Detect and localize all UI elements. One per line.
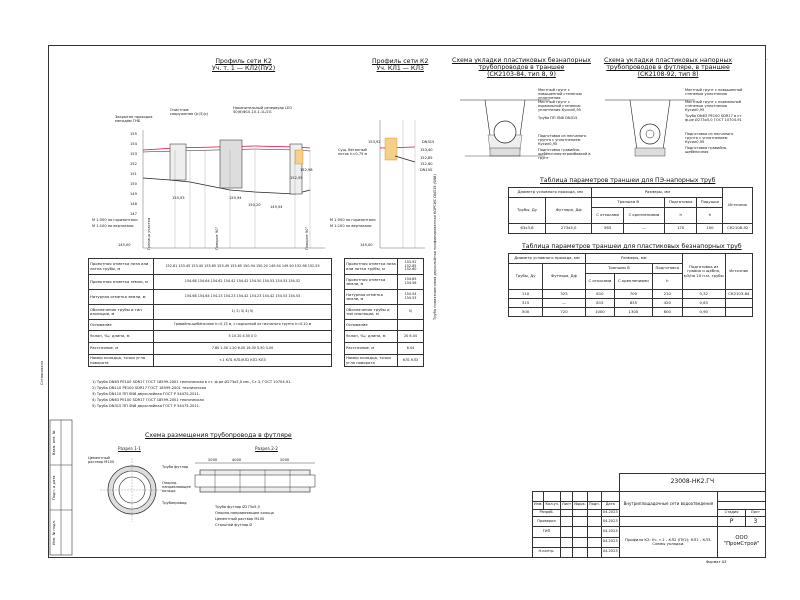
p1-mark-1: 150,93 xyxy=(172,196,185,200)
t1-cell: 63х3,8 xyxy=(509,224,546,234)
format-label: Формат А3 xyxy=(706,560,727,564)
p1-scale-v: М 1:100 по вертикали xyxy=(92,224,134,228)
profile-row-values-2 xyxy=(398,320,424,331)
sleeve-cut2: Разрез 2-2 xyxy=(255,446,278,451)
profile-row-values-2: 154.65 154.56 xyxy=(398,275,424,290)
p1-elev-153: 153 xyxy=(130,152,137,156)
note-2: 2) Труба DN110 PE100 SDR17 ГОСТ 18599-2001 техническая xyxy=(92,386,206,390)
profile-row-values-1: 7.60 1.00 1.20 6.00 16.30 5.50 3.00 xyxy=(154,343,332,355)
profile2-row-label: Обозначение трубы и тип изоляции, м xyxy=(345,305,398,320)
scheme2-label-4: Подготовка из песчаного грунта с уплотнением Кусил0,95 xyxy=(685,132,734,145)
p2-label-1: DN315 xyxy=(422,140,435,144)
profile-row xyxy=(89,305,424,320)
sleeve-cut1: Разрез 1-1 xyxy=(118,446,141,451)
project-name: Внутриплощадочные сети водоотведения xyxy=(619,491,717,516)
profile-row-values-1: 152.81 153.45 153.40 153.65 153.49 153.65 150.94 150.20 149.54 149.50 152.98 152.55 xyxy=(154,259,332,275)
scheme1-label-2: Местный грунт с нормальной степенью уплотнения Кусил0,95 xyxy=(538,100,581,113)
profile2-row-label: Уклон, ‰; длина, м xyxy=(345,331,398,343)
stamp-h-izm: Изм. xyxy=(533,501,544,509)
p2-mark-3: 152,85 xyxy=(420,156,433,160)
profile-row xyxy=(89,290,424,305)
scheme1-title-l2: трубопроводов в траншее xyxy=(478,64,565,72)
sleeve-l1-1: Цементный раствор М100 xyxy=(88,456,115,465)
profile1-callout-3: Накопительный резервуар LEO 50(6)Ф10-10-1.1L/2G xyxy=(233,106,293,115)
profile-row-label: Натурная отметка земли, м xyxy=(89,290,154,305)
p1-mark-6: 152,98 xyxy=(300,168,313,172)
stamp-h-kol: Кол.уч. xyxy=(544,501,561,509)
stamp-role-2: Проверил xyxy=(533,517,561,527)
table1 xyxy=(508,187,753,234)
sleeve-l1-3: Опорно-направляющее кольцо xyxy=(162,481,191,494)
t2-h-trench: Траншеи В xyxy=(585,264,652,274)
note-3: 3) Труба DN110 ПП SN8 двухслойная ГОСТ Р 54475-2011. xyxy=(92,392,201,396)
p2-label-2: DN150 xyxy=(420,168,433,172)
profile-gap xyxy=(332,343,345,355)
scheme2-title xyxy=(604,57,732,78)
sleeve-section-1 xyxy=(100,458,170,528)
p1-elev-155: 155 xyxy=(130,132,137,136)
t2-cell: 0,90 xyxy=(682,308,725,317)
p1-scale-h: М 1:500 по горизонтали xyxy=(92,218,138,222)
profile2-title xyxy=(372,58,428,72)
profile-gap xyxy=(332,320,345,331)
stamp-h-doc: №док. xyxy=(573,501,588,509)
title-block xyxy=(532,473,766,558)
p1-rot-2: Поворот 90° xyxy=(215,226,219,250)
profile-row-label: Уклон, ‰; длина, м xyxy=(89,331,154,343)
note-5: 5) Труба DN315 ПП SN8 двухслойная ГОСТ Р 54475-2011. xyxy=(92,404,201,408)
t2-cell: 500 xyxy=(509,308,543,317)
profile-row-values-2: 154.54 154.53 xyxy=(398,290,424,305)
stamp-h-date: Дата xyxy=(601,501,619,509)
scheme2-title-l2: трубопроводов в футляре, в траншее xyxy=(606,64,730,72)
t2-cell: 325 xyxy=(543,290,586,299)
profile-gap xyxy=(332,305,345,320)
t1-h-src: Источник xyxy=(723,188,753,224)
profile-row-values-1: 1) 2) 3) 4) 5) xyxy=(154,305,332,320)
t2-cell: 600 xyxy=(652,308,682,317)
profile-row-values-1: т.1 КЛ1 КЛ1/КЛ2 КЛ2 КЛ3 xyxy=(154,355,332,367)
doc-code: 23008-НК2.ГЧ xyxy=(619,474,765,492)
profile-row xyxy=(89,275,424,290)
scheme2-label-2: Местный грунт с нормальной степенью уплотнения Кусил0,95 xyxy=(685,100,742,113)
t2-h-slopes: С откосами xyxy=(585,274,614,290)
t1-h-pillow: Подушки xyxy=(697,198,723,208)
p2-callout: Сущ. бетонный лоток h=0.75 м xyxy=(338,148,368,157)
p2-scale-h: М 1:500 по горизонтали xyxy=(330,218,376,222)
table2-row xyxy=(509,290,753,299)
t2-cell: СК2103-84 xyxy=(725,290,752,299)
scheme2-title-l1: Схема укладки пластиковых напорных xyxy=(604,57,733,64)
profile-gap xyxy=(332,290,345,305)
profile-table xyxy=(88,258,424,367)
profile1-graph xyxy=(135,130,325,258)
scheme1-title-l1: Схема укладки пластиковых безнапорных xyxy=(452,57,591,64)
t2-cell xyxy=(725,299,752,308)
p1-rot-3: Поворот 90° xyxy=(305,226,309,250)
sleeve-l2-4: Стальной футляр Ø xyxy=(215,523,253,527)
profile-row-values-1: 154.68 154.64 154.62 154.42 154.42 154.50 154.53 154.53 154.52 xyxy=(154,275,332,290)
t2-h-src: Источник xyxy=(725,254,752,290)
p1-elev-147: 147 xyxy=(130,212,137,216)
profile-row-label: Обозначение трубы и тип изоляции, м xyxy=(89,305,154,320)
profile2-graph xyxy=(375,120,425,260)
sheet-title: Профиля К2: Уч. т.1 - КЛ2 (ПУ2); КЛ1 - КЛ3. Схемы укладки. xyxy=(619,527,717,558)
profile-gap xyxy=(332,331,345,343)
profile2-row-label: Проектная отметка земли, м xyxy=(345,275,398,290)
t1-cell: 170 xyxy=(665,224,697,234)
stamp-role-4 xyxy=(533,537,561,547)
t2-h-diam: Диаметр условного прохода, мм xyxy=(509,254,586,264)
t1-h-trench: Траншеи В xyxy=(592,198,665,208)
profile-row-values-1: Гравийно-щебёночное h=0,15 м, с подсыпкой из песчаного грунта h=0,10 м xyxy=(154,320,332,331)
profile2-row-label: Номер колодца, точки угла поворота xyxy=(345,355,398,367)
scheme1-label-1: Местный грунт с повышенной степенью уплотнения xyxy=(538,88,582,101)
note-1: 1) Труба DN63 PE100 SDR17 ГОСТ 18599-2001 техническая в ст. ф-ре Ø273х5,0 мм., Ст.3, ГОСТ 10704-91. xyxy=(92,380,292,384)
stamp-date-2: 04.2023 xyxy=(601,517,619,527)
table2-row xyxy=(509,308,753,317)
stamp-date-5: 04.2023 xyxy=(601,547,619,557)
profile-row xyxy=(89,355,424,367)
p1-mark-5: 152,55 xyxy=(290,176,303,180)
p2-mark-2: 153,40 xyxy=(420,148,433,152)
sleeve-l2-3: Цементный раствор М100 xyxy=(215,517,265,521)
t2-cell: 1300 xyxy=(614,308,652,317)
stamp-stage: Р xyxy=(718,517,746,527)
profile-row-label: Проектная отметка земли, м xyxy=(89,275,154,290)
agreed-label: Согласовано xyxy=(40,360,44,385)
t2-cell: 315 xyxy=(509,299,543,308)
sleeve-dim-2: 2000 xyxy=(208,458,218,462)
t1-h-pipe: Трубы, Ду xyxy=(509,198,546,224)
t1-h-fix: С креплениями xyxy=(623,208,664,224)
side-label-1: Взам. инв. № xyxy=(52,430,56,455)
t2-cell: 420 xyxy=(652,299,682,308)
scheme1-drawing xyxy=(460,90,550,170)
table1-title: Таблица параметров траншеи для ПЭ-напорных труб xyxy=(540,177,716,184)
sleeve-title: Схема размещения трубопровода в футляре xyxy=(145,432,292,439)
t1-h-case: Футляра, Дф xyxy=(545,198,591,224)
t1-cell: 273х5,0 xyxy=(545,224,591,234)
t2-h-gravel: Подготовка из гравия и щебня, м3/на 10 п.м. трубы xyxy=(682,254,725,290)
side-label-3: Инв. № подл. xyxy=(52,520,56,545)
t1-cell: СК2108-92 xyxy=(723,224,753,234)
t1-cell: 565 xyxy=(592,224,623,234)
scheme2-title-l3: (СК2108-92, тип 8) xyxy=(637,71,699,79)
profile-gap xyxy=(332,275,345,290)
p2-vertical-note: Труба полиэтиленовая двухслойная профилированная КОРСИС DN315 (SN8) xyxy=(433,174,437,320)
profile-row-values-2: КЛ1 КЛ3 xyxy=(398,355,424,367)
stamp-date-3: 04.2023 xyxy=(601,527,619,537)
t1-cell: — xyxy=(623,224,664,234)
stamp-role-5: Н.контр. xyxy=(533,547,561,557)
p1-mark-2: 150,94 xyxy=(229,196,242,200)
stamp-h-sign: Подп. xyxy=(587,501,601,509)
sleeve-dim-3: 2000 xyxy=(280,458,290,462)
p1-mark-3: 150,20 xyxy=(248,203,261,207)
scheme1-title xyxy=(452,57,591,78)
t1-h-slopes: С откосами xyxy=(592,208,623,224)
scheme2-label-3: Труба DN63 PE100 SDR17 в ст. ф-ре Ø273х5,0 ГОСТ 10704-91 xyxy=(685,114,743,123)
p1-elev-149: 149 xyxy=(130,192,137,196)
t1-h-sizes: Размеры, мм xyxy=(592,188,723,198)
t2-cell: 720 xyxy=(543,308,586,317)
profile-row xyxy=(89,259,424,275)
t2-cell: 110 xyxy=(509,290,543,299)
stamp-sheet-h: Лист xyxy=(745,509,765,517)
sleeve-l2-2: Опорно-направляющее кольцо xyxy=(215,511,274,515)
t1-h-dash1: h xyxy=(665,208,697,224)
sleeve-l1-2: Труба футляр xyxy=(162,465,189,469)
t2-h-sizes: Размеры, мм xyxy=(585,254,682,264)
scheme2-label-1: Местный грунт с повышенной степенью уплотнения xyxy=(685,88,743,97)
t2-cell: 815 xyxy=(585,299,614,308)
profile1-callout-2: Очистные сооружения Qr(3)(с) xyxy=(170,108,209,117)
profile-row-values-2: 153.92 152.85 152.60 xyxy=(398,259,424,275)
profile1-title xyxy=(212,58,275,72)
scheme1-title-l3: (СК2103-84, тип 8, 9) xyxy=(487,71,556,79)
profile2-row-label: Проектная отметка низа или лотка трубы, м xyxy=(345,259,398,275)
profile2-title-text: Профиль сети К2 xyxy=(372,58,429,65)
profile2-subtitle: Уч. КЛ1 — КЛ3 xyxy=(376,65,424,73)
p1-elev-148: 148 xyxy=(130,202,137,206)
corner-mark: - xyxy=(767,57,769,61)
t1-h-diam: Диаметр условного прохода, мм xyxy=(509,188,592,198)
stamp-sheet: 3 xyxy=(745,517,765,527)
p2-datum: 145,00 xyxy=(360,243,373,247)
company-name: ООО "ПромСтрой" xyxy=(718,527,766,558)
p1-elev-151: 151 xyxy=(130,172,137,176)
t2-cell: 835 xyxy=(614,299,652,308)
profile2-row-label: Расстояние, м xyxy=(345,343,398,355)
p1-mark-4: 149,54 xyxy=(270,205,283,209)
profile-row-label: Основание xyxy=(89,320,154,331)
t2-cell: 210 xyxy=(652,290,682,299)
table2 xyxy=(508,253,753,317)
scheme1-label-5: Подготовка гравийно-щебёночная втрамбовкой в грунт xyxy=(538,148,591,161)
sleeve-l2-1: Труба футляр Ø273х5,0 xyxy=(215,505,260,509)
side-label-2: Подп. и дата xyxy=(52,475,56,500)
profile-row-values-2: 6.04 xyxy=(398,343,424,355)
stamp-role-3: ГИП xyxy=(533,527,561,537)
t2-cell: 0,32 xyxy=(682,290,725,299)
t1-cell: 150 xyxy=(697,224,723,234)
scheme1-label-4: Подготовка из песчаного грунта с уплотнением Кусил0,95 xyxy=(538,134,587,147)
stamp-stage-h: Стадия xyxy=(718,509,746,517)
table2-row xyxy=(509,299,753,308)
stamp-date-1: 04.2023 xyxy=(601,509,619,517)
t2-cell: 610 xyxy=(585,290,614,299)
t2-h-prep: Подготовка xyxy=(652,264,682,274)
stamp-h-list: Лист xyxy=(561,501,573,509)
t2-cell: — xyxy=(543,299,586,308)
profile-row-values-1: 5 10 20 4.50 0 0 xyxy=(154,331,332,343)
profile-gap xyxy=(332,259,345,275)
table2-title: Таблица параметров траншеи для пластиковых безнапорных труб xyxy=(522,243,742,250)
profile-row-values-1: 154.68 154.64 154.23 154.23 154.42 154.23 154.42 154.53 154.53 xyxy=(154,290,332,305)
sleeve-l1-4: Трубопровод xyxy=(162,501,187,505)
t2-cell: 700 xyxy=(614,290,652,299)
t2-h-fix: С креплениями xyxy=(614,274,652,290)
p1-datum: 145,00 xyxy=(118,243,131,247)
p2-mark-1: 153,92 xyxy=(368,140,381,144)
t2-cell: 1000 xyxy=(585,308,614,317)
profile-row-label: Номер колодца, точки угла поворота xyxy=(89,355,154,367)
t1-h-dash2: h xyxy=(697,208,723,224)
note-4: 4) Труба DN63 PE100 SDR17 ГОСТ 18599-2001 техническая xyxy=(92,398,204,402)
profile-row xyxy=(89,343,424,355)
t2-h-h: h xyxy=(652,274,682,290)
p2-scale-v: М 1:100 по вертикали xyxy=(330,224,372,228)
scheme2-label-5: Подготовка гравийно-щебёночная xyxy=(685,146,728,155)
profile-row xyxy=(89,320,424,331)
profile-row-values-2: 20 6.04 xyxy=(398,331,424,343)
profile-row-label: Расстояние, м xyxy=(89,343,154,355)
p2-mark-4: 152,60 xyxy=(420,162,433,166)
profile-gap xyxy=(332,355,345,367)
p1-rot-1: Граница участка xyxy=(147,217,151,250)
profile2-row-label: Натурная отметка земли, м xyxy=(345,290,398,305)
profile1-title-text: Профиль сети К2 xyxy=(215,58,272,65)
t2-cell: 0,63 xyxy=(682,299,725,308)
scheme1-label-3: Труба ПП SN8 DN315 xyxy=(538,116,578,120)
p1-elev-150: 150 xyxy=(130,182,137,186)
t2-h-case: Футляра, Дф xyxy=(543,264,586,290)
profile2-row-label: Основание xyxy=(345,320,398,331)
t2-h-pipe: Трубы, Ду xyxy=(509,264,543,290)
stamp-date-4: 04.2023 xyxy=(601,537,619,547)
t2-cell xyxy=(725,308,752,317)
profile1-subtitle: Уч. т. 1 — КЛ2(ПУ2) xyxy=(212,65,276,73)
profile1-callout-1: Закрытое проходка методом ГНБ xyxy=(115,115,153,124)
scheme2-drawing xyxy=(605,90,695,170)
sleeve-dim-1: 4000 xyxy=(232,458,242,462)
profile-row-label: Проектная отметка низа или лотка трубы, м xyxy=(89,259,154,275)
stamp-role-1: Разраб. xyxy=(533,509,561,517)
profile-row xyxy=(89,331,424,343)
t1-h-prep: Подготовка xyxy=(665,198,697,208)
p1-elev-154: 154 xyxy=(130,142,137,146)
p1-elev-152: 152 xyxy=(130,162,137,166)
profile-row-values-2: 5) xyxy=(398,305,424,320)
